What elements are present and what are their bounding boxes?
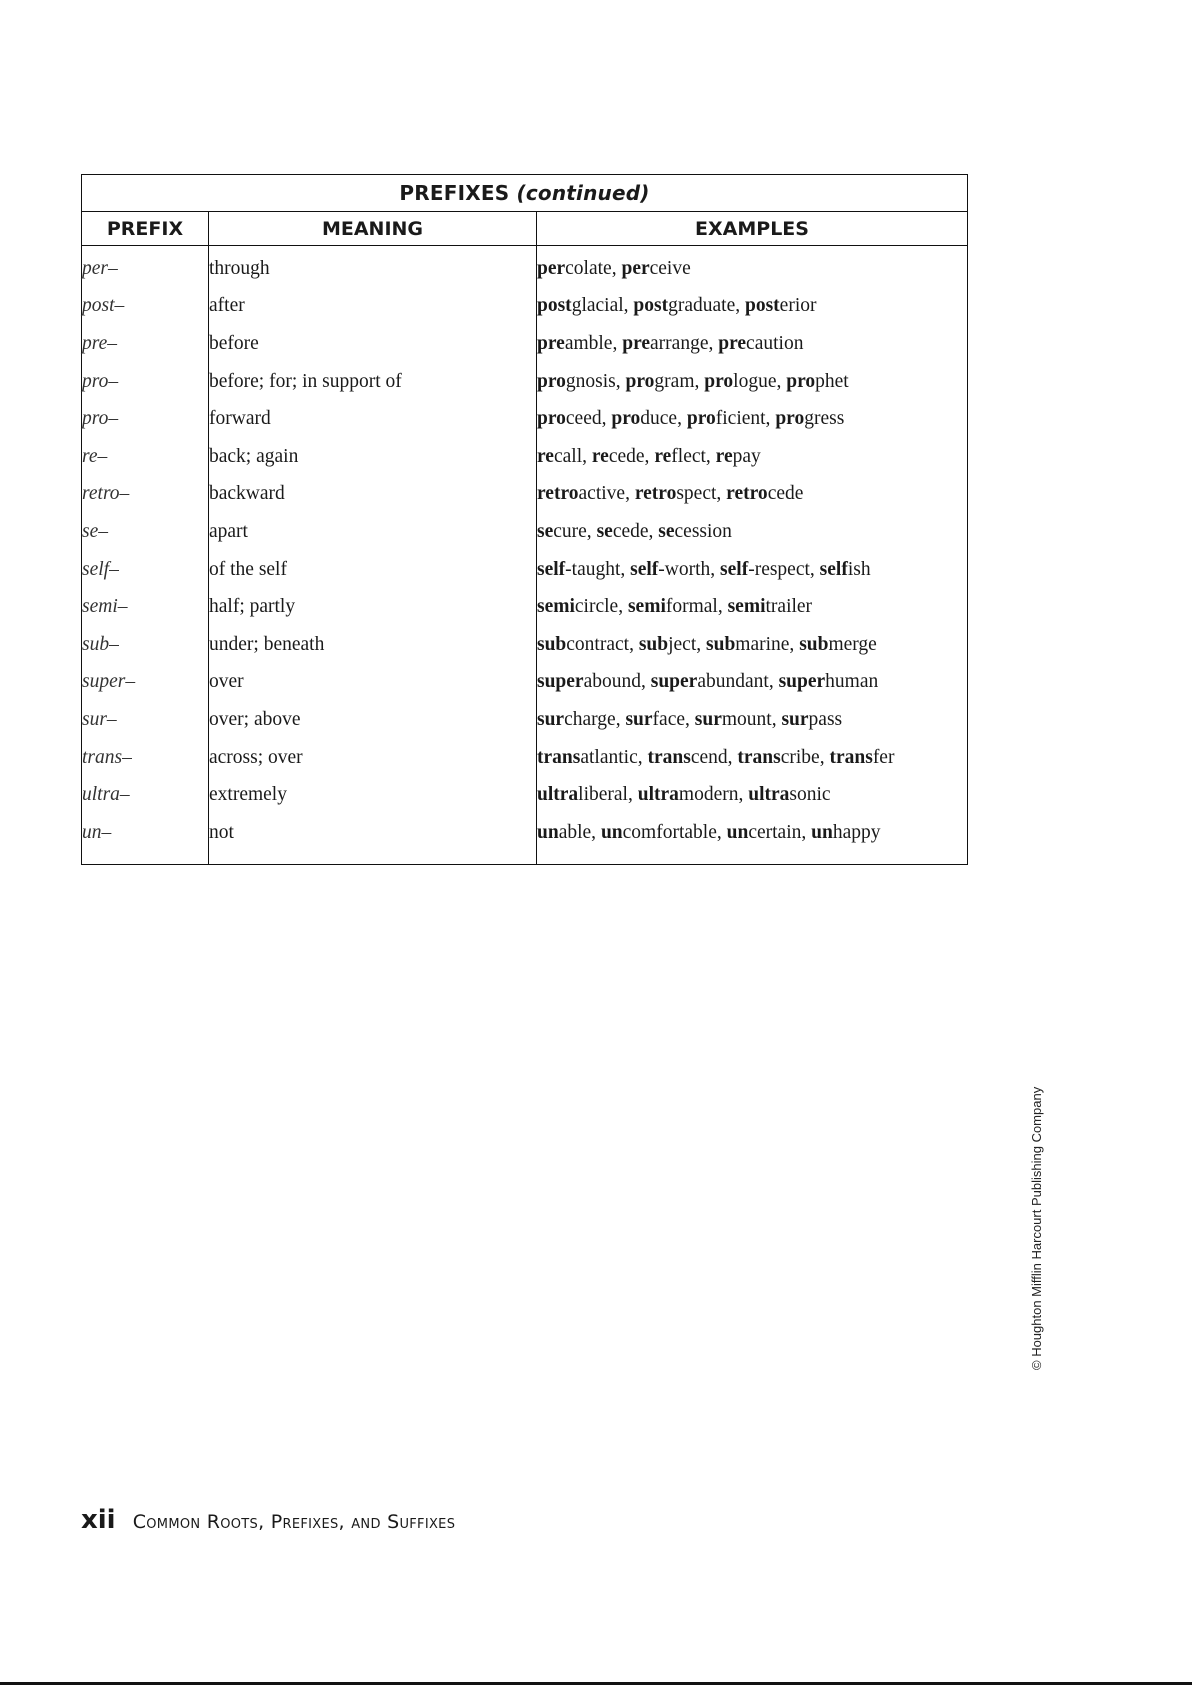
example-prefix-part: un bbox=[600, 821, 623, 843]
example-prefix-part: se bbox=[537, 520, 554, 542]
table-row bbox=[82, 701, 968, 739]
example-prefix-part: un bbox=[726, 821, 749, 843]
example-rest-part: pass bbox=[808, 708, 843, 730]
meaning-cell: over bbox=[209, 664, 537, 702]
example-rest-part: arrange, bbox=[650, 332, 719, 354]
example-prefix-part: semi bbox=[537, 596, 575, 618]
example-rest-part: -respect, bbox=[748, 558, 820, 580]
example-prefix-part: sur bbox=[625, 708, 653, 730]
table-row bbox=[82, 476, 968, 514]
example-rest-part: ceed, bbox=[565, 408, 612, 430]
example-rest-part: glacial, bbox=[571, 295, 634, 317]
copyright-notice: © Houghton Mifflin Harcourt Publishing Company bbox=[1029, 1086, 1044, 1370]
example-rest-part: cede bbox=[767, 483, 804, 505]
table-row bbox=[82, 288, 968, 326]
meaning-cell: extremely bbox=[209, 776, 537, 814]
table-row bbox=[82, 814, 968, 864]
example-prefix-part: re bbox=[537, 445, 554, 467]
examples-cell bbox=[537, 476, 968, 514]
example-prefix-part: trans bbox=[537, 746, 581, 768]
example-prefix-part: sub bbox=[706, 633, 736, 655]
table-title-text: PREFIXES bbox=[399, 181, 510, 205]
example-prefix-part: pro bbox=[537, 370, 566, 392]
page-number: xii bbox=[81, 1505, 116, 1535]
examples-cell bbox=[537, 701, 968, 739]
meaning-cell: over; above bbox=[209, 701, 537, 739]
example-rest-part: logue, bbox=[733, 370, 787, 392]
prefix-cell: ultra– bbox=[82, 776, 209, 814]
example-prefix-part: post bbox=[537, 295, 572, 317]
example-prefix-part: pre bbox=[537, 332, 565, 354]
example-prefix-part: sub bbox=[799, 633, 829, 655]
example-rest-part: gress bbox=[804, 408, 845, 430]
prefix-cell: re– bbox=[82, 438, 209, 476]
example-rest-part: erior bbox=[779, 295, 817, 317]
example-rest-part: liberal, bbox=[578, 784, 638, 806]
example-prefix-part: pre bbox=[622, 332, 651, 354]
example-prefix-part: sur bbox=[537, 708, 565, 730]
example-rest-part: sonic bbox=[789, 784, 831, 806]
table-row bbox=[82, 739, 968, 777]
example-prefix-part: post bbox=[744, 295, 780, 317]
examples-cell bbox=[537, 664, 968, 702]
example-rest-part: cure, bbox=[553, 520, 597, 542]
example-rest-part: -taught, bbox=[565, 558, 631, 580]
example-rest-part: cede, bbox=[608, 445, 655, 467]
example-prefix-part: ultra bbox=[748, 784, 790, 806]
example-rest-part: cession bbox=[674, 520, 732, 542]
table-row bbox=[82, 626, 968, 664]
page-footer bbox=[81, 1505, 455, 1535]
example-rest-part: colate, bbox=[565, 257, 622, 279]
example-rest-part: atlantic, bbox=[580, 746, 648, 768]
prefix-cell: pre– bbox=[82, 325, 209, 363]
examples-cell bbox=[537, 739, 968, 777]
table-row bbox=[82, 246, 968, 288]
example-rest-part: cribe, bbox=[780, 746, 830, 768]
examples-cell bbox=[537, 626, 968, 664]
example-rest-part: certain, bbox=[748, 821, 812, 843]
example-prefix-part: per bbox=[621, 257, 650, 279]
example-prefix-part: pre bbox=[718, 332, 747, 354]
table-row bbox=[82, 325, 968, 363]
example-rest-part: ish bbox=[847, 558, 871, 580]
example-prefix-part: sur bbox=[781, 708, 809, 730]
example-rest-part: caution bbox=[746, 332, 804, 354]
table-title-note: (continued) bbox=[516, 181, 650, 205]
meaning-cell: not bbox=[209, 814, 537, 864]
example-prefix-part: self bbox=[720, 558, 749, 580]
meaning-cell: across; over bbox=[209, 739, 537, 777]
meaning-cell: half; partly bbox=[209, 588, 537, 626]
table-row bbox=[82, 400, 968, 438]
example-rest-part: amble, bbox=[564, 332, 623, 354]
example-prefix-part: retro bbox=[537, 483, 579, 505]
example-prefix-part: trans bbox=[829, 746, 873, 768]
examples-cell bbox=[537, 363, 968, 401]
example-rest-part: comfortable, bbox=[622, 821, 727, 843]
meaning-cell: of the self bbox=[209, 551, 537, 589]
meaning-cell: apart bbox=[209, 513, 537, 551]
example-prefix-part: sur bbox=[694, 708, 722, 730]
examples-cell bbox=[537, 776, 968, 814]
example-prefix-part: pro bbox=[625, 370, 655, 392]
example-prefix-part: re bbox=[715, 445, 733, 467]
column-header-examples: EXAMPLES bbox=[537, 212, 968, 246]
example-prefix-part: semi bbox=[727, 596, 766, 618]
example-prefix-part: self bbox=[819, 558, 848, 580]
prefix-cell: un– bbox=[82, 814, 209, 864]
example-prefix-part: un bbox=[537, 821, 559, 843]
prefix-cell: super– bbox=[82, 664, 209, 702]
example-rest-part: -worth, bbox=[658, 558, 721, 580]
example-rest-part: charge, bbox=[564, 708, 626, 730]
example-prefix-part: super bbox=[537, 671, 584, 693]
example-rest-part: abundant, bbox=[697, 671, 779, 693]
example-prefix-part: semi bbox=[627, 596, 666, 618]
prefix-cell: sur– bbox=[82, 701, 209, 739]
meaning-cell: before bbox=[209, 325, 537, 363]
table-row bbox=[82, 776, 968, 814]
meaning-cell: backward bbox=[209, 476, 537, 514]
examples-cell bbox=[537, 325, 968, 363]
prefix-cell: pro– bbox=[82, 363, 209, 401]
examples-cell bbox=[537, 246, 968, 288]
example-rest-part: phet bbox=[815, 370, 849, 392]
table-row bbox=[82, 363, 968, 401]
prefix-cell: se– bbox=[82, 513, 209, 551]
example-rest-part: active, bbox=[578, 483, 635, 505]
example-rest-part: contract, bbox=[566, 633, 639, 655]
example-prefix-part: pro bbox=[611, 408, 641, 430]
example-prefix-part: pro bbox=[704, 370, 734, 392]
example-prefix-part: super bbox=[778, 671, 826, 693]
example-rest-part: fer bbox=[872, 746, 895, 768]
example-prefix-part: retro bbox=[634, 483, 677, 505]
column-header-meaning: MEANING bbox=[209, 212, 537, 246]
example-prefix-part: re bbox=[591, 445, 609, 467]
meaning-cell: after bbox=[209, 288, 537, 326]
meaning-cell: back; again bbox=[209, 438, 537, 476]
prefix-cell: sub– bbox=[82, 626, 209, 664]
example-rest-part: ficient, bbox=[715, 408, 776, 430]
examples-cell bbox=[537, 814, 968, 864]
example-prefix-part: pro bbox=[775, 408, 805, 430]
example-rest-part: formal, bbox=[665, 596, 728, 618]
example-rest-part: graduate, bbox=[668, 295, 745, 317]
table-row bbox=[82, 664, 968, 702]
example-prefix-part: ultra bbox=[637, 784, 679, 806]
examples-cell bbox=[537, 513, 968, 551]
prefix-cell: pro– bbox=[82, 400, 209, 438]
example-prefix-part: pro bbox=[686, 408, 716, 430]
prefix-cell: retro– bbox=[82, 476, 209, 514]
column-header-prefix: PREFIX bbox=[82, 212, 209, 246]
prefixes-table bbox=[81, 174, 968, 865]
running-head: Common Roots, Prefixes, and Suffixes bbox=[132, 1511, 456, 1533]
example-rest-part: call, bbox=[553, 445, 592, 467]
example-rest-part: mount, bbox=[721, 708, 782, 730]
example-prefix-part: re bbox=[654, 445, 672, 467]
examples-cell bbox=[537, 438, 968, 476]
example-rest-part: flect, bbox=[671, 445, 716, 467]
meaning-cell: under; beneath bbox=[209, 626, 537, 664]
table-row bbox=[82, 588, 968, 626]
prefix-cell: per– bbox=[82, 246, 209, 288]
table-row bbox=[82, 513, 968, 551]
example-prefix-part: self bbox=[630, 558, 659, 580]
example-prefix-part: un bbox=[811, 821, 833, 843]
meaning-cell: forward bbox=[209, 400, 537, 438]
example-rest-part: human bbox=[825, 671, 879, 693]
prefix-cell: self– bbox=[82, 551, 209, 589]
table-header-row bbox=[82, 212, 968, 246]
example-rest-part: able, bbox=[558, 821, 601, 843]
example-rest-part: ceive bbox=[649, 257, 691, 279]
example-prefix-part: se bbox=[658, 520, 675, 542]
example-rest-part: cede, bbox=[612, 520, 659, 542]
example-rest-part: merge bbox=[828, 633, 877, 655]
table-row bbox=[82, 438, 968, 476]
example-rest-part: ject, bbox=[668, 633, 707, 655]
example-rest-part: face, bbox=[652, 708, 695, 730]
example-rest-part: gram, bbox=[654, 370, 705, 392]
example-prefix-part: ultra bbox=[537, 784, 579, 806]
example-rest-part: trailer bbox=[765, 596, 813, 618]
prefix-cell: post– bbox=[82, 288, 209, 326]
example-prefix-part: post bbox=[633, 295, 669, 317]
example-prefix-part: self bbox=[537, 558, 566, 580]
meaning-cell: through bbox=[209, 246, 537, 288]
example-rest-part: happy bbox=[832, 821, 881, 843]
table-row bbox=[82, 551, 968, 589]
example-prefix-part: trans bbox=[737, 746, 781, 768]
example-prefix-part: per bbox=[537, 257, 566, 279]
prefix-cell: semi– bbox=[82, 588, 209, 626]
example-prefix-part: pro bbox=[786, 370, 816, 392]
examples-cell bbox=[537, 400, 968, 438]
table-title bbox=[82, 175, 968, 212]
prefix-cell: trans– bbox=[82, 739, 209, 777]
example-rest-part: marine, bbox=[735, 633, 800, 655]
example-rest-part: circle, bbox=[574, 596, 628, 618]
example-prefix-part: pro bbox=[537, 408, 566, 430]
example-prefix-part: se bbox=[596, 520, 613, 542]
example-prefix-part: retro bbox=[726, 483, 768, 505]
example-rest-part: gnosis, bbox=[565, 370, 626, 392]
example-rest-part: cend, bbox=[690, 746, 738, 768]
examples-cell bbox=[537, 588, 968, 626]
example-prefix-part: trans bbox=[647, 746, 691, 768]
example-rest-part: abound, bbox=[583, 671, 651, 693]
meaning-cell: before; for; in support of bbox=[209, 363, 537, 401]
example-rest-part: modern, bbox=[678, 784, 749, 806]
example-rest-part: spect, bbox=[676, 483, 727, 505]
example-rest-part: pay bbox=[732, 445, 761, 467]
examples-cell bbox=[537, 551, 968, 589]
example-prefix-part: super bbox=[650, 671, 698, 693]
example-prefix-part: sub bbox=[638, 633, 669, 655]
examples-cell bbox=[537, 288, 968, 326]
table-body bbox=[82, 246, 968, 865]
example-prefix-part: sub bbox=[537, 633, 567, 655]
example-rest-part: duce, bbox=[640, 408, 687, 430]
